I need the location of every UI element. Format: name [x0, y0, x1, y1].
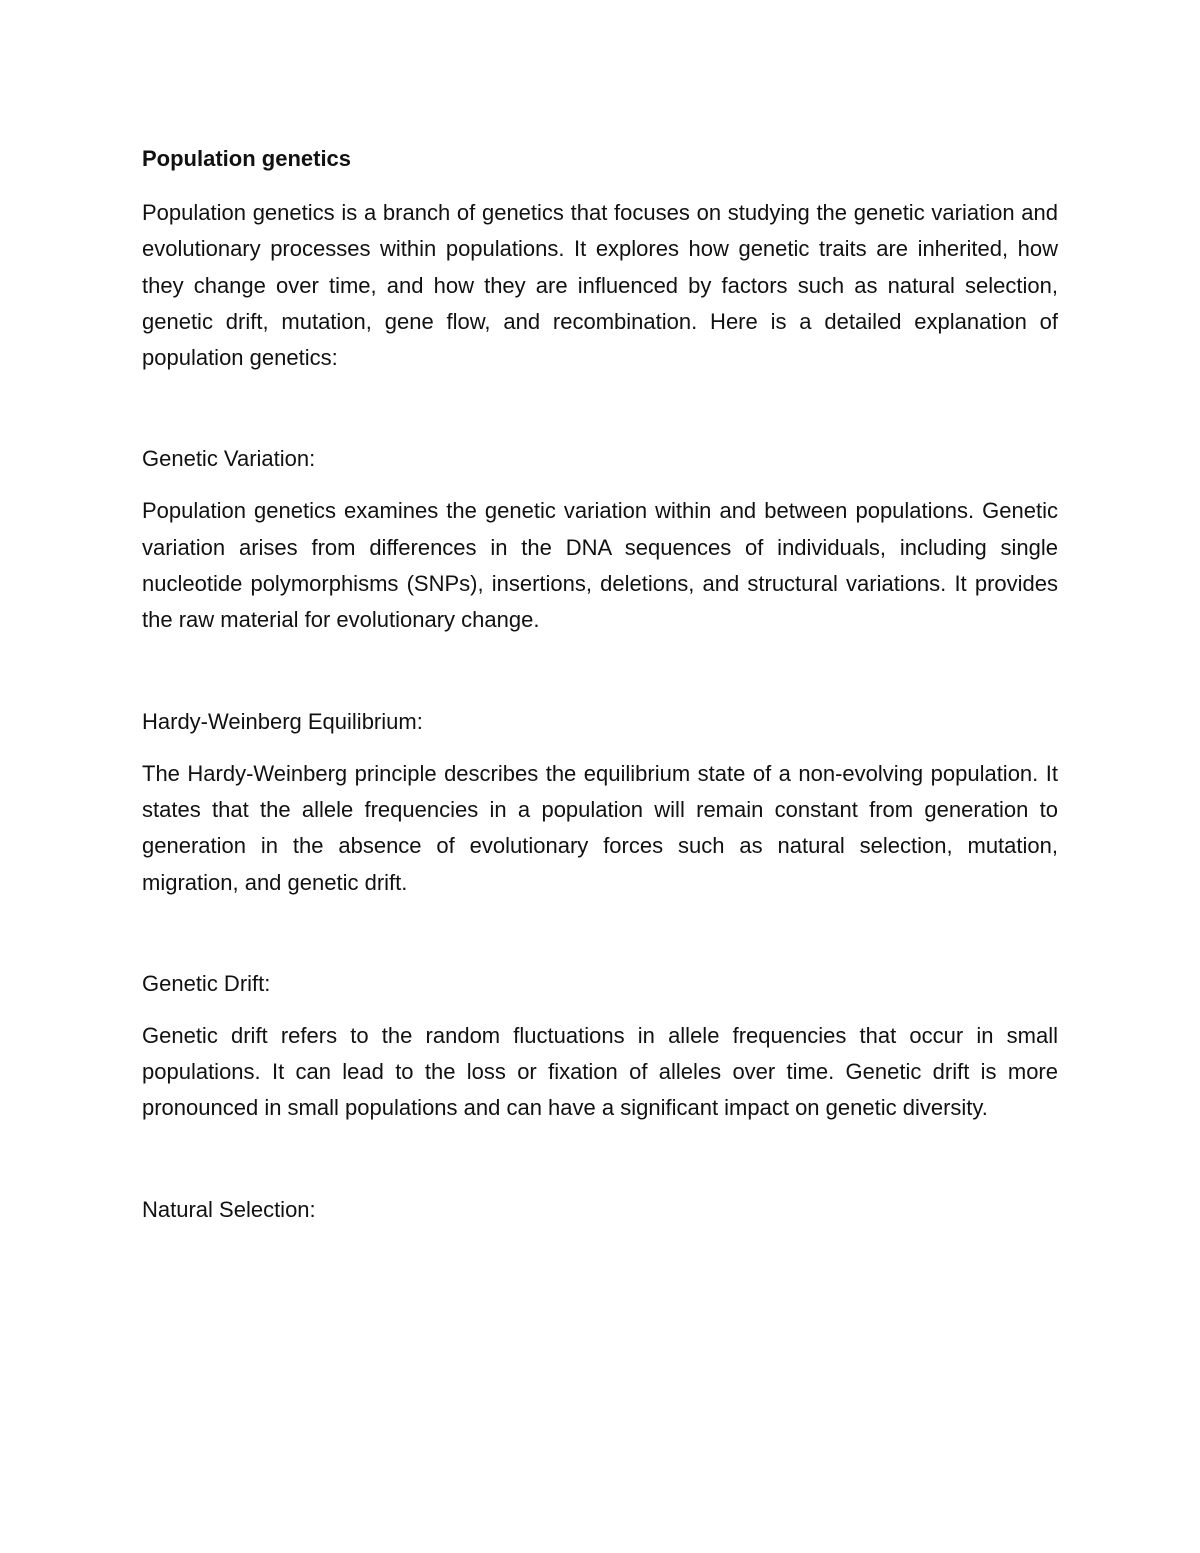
document-title: Population genetics [142, 146, 352, 171]
section-heading-hardy-weinberg: Hardy-Weinberg Equilibrium: [142, 708, 423, 734]
section-body-genetic-variation: Population genetics examines the genetic variation within and between populations. Genetic variation arises from differences in the DNA sequences of individuals, including single nucleotide polymorphisms (SNPs), insertions, deletions, and structural variations. It provides the raw material for evolutionary change. [142, 498, 1058, 633]
section-heading-genetic-variation: Genetic Variation: [142, 446, 316, 472]
intro-paragraph: Population genetics is a branch of genetics that focuses on studying the genetic variation and evolutionary processes within populations. It explores how genetic traits are inherited, how they change over time, and how they are influenced by factors such as natural selection, genetic drift, mutation, gene flow, and recombination. Here is a detailed explanation of population genetics: [142, 200, 1058, 371]
section-heading-genetic-drift: Genetic Drift: [142, 970, 271, 996]
section-body-hardy-weinberg: The Hardy-Weinberg principle describes the equilibrium state of a non-evolving population. It states that the allele frequencies in a population will remain constant from generation to generation in the absence of evolutionary forces such as natural selection, mutation, migration, and genetic drift. [142, 760, 1058, 895]
document-content [142, 141, 1058, 1244]
section-body-genetic-drift: Genetic drift refers to the random fluctuations in allele frequencies that occur in small populations. It can lead to the loss or fixation of alleles over time. Genetic drift is more pronounced in small populations and can have a significant impact on genetic diversity. [142, 1022, 1058, 1121]
section-heading-natural-selection: Natural Selection: [142, 1196, 316, 1222]
